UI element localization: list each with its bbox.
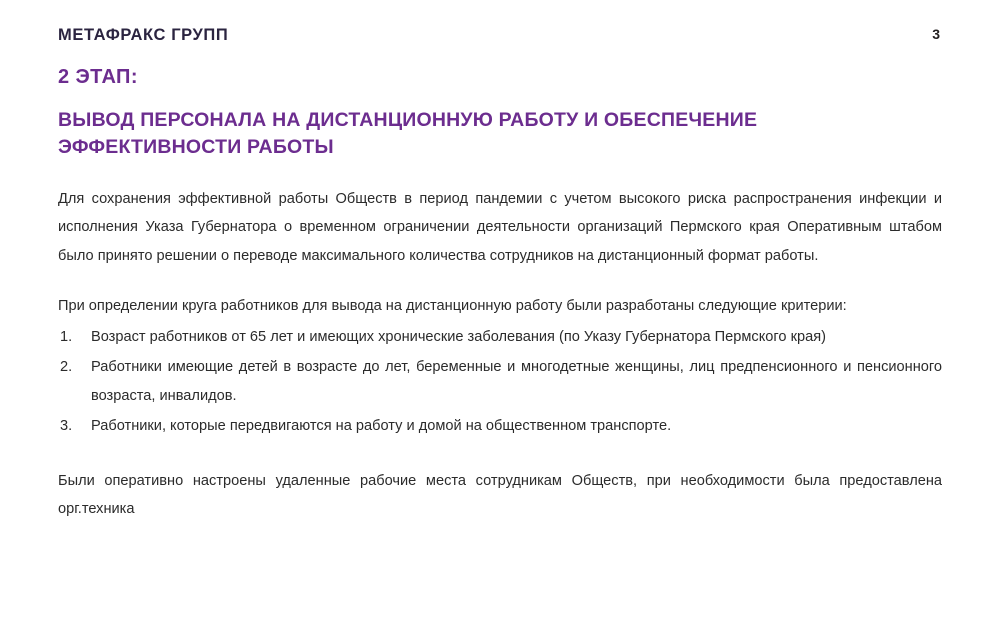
page-title: ВЫВОД ПЕРСОНАЛА НА ДИСТАНЦИОННУЮ РАБОТУ И ОБЕСПЕЧЕНИЕ ЭФФЕКТИВНОСТИ РАБОТЫ <box>58 109 758 159</box>
list-item-marker: 3. <box>60 418 73 435</box>
list-item <box>58 323 942 351</box>
list-item <box>58 412 942 440</box>
list-item-text: Работники, которые передвигаются на работу и домой на общественном транспорте. <box>91 418 672 435</box>
list-item <box>58 353 942 410</box>
paragraph-2: При определении круга работников для вывода на дистанционную работу были разработаны следующие критерии: <box>58 298 847 315</box>
criteria-list <box>58 323 942 441</box>
paragraph-1: Для сохранения эффективной работы Обществ в период пандемии с учетом высокого риска распространения инфекции и исполнения Указа Губернатора о временном ограничении деятельности организаций Пермского края Оперативным штабом было принято решении о переводе максимального количества сотрудников на дистанционный формат работы. <box>58 190 942 264</box>
company-logo-text: МЕТАФРАКС ГРУПП <box>58 26 229 44</box>
stage-heading: 2 ЭТАП: <box>58 66 138 89</box>
slide-header <box>58 26 942 44</box>
paragraph-3: Были оперативно настроены удаленные рабочие места сотрудникам Обществ, при необходимости была предоставлена орг.техника <box>58 472 942 518</box>
list-item-text: Работники имеющие детей в возрасте до лет, беременные и многодетные женщины, лиц предпенсионного и пенсионного возраста, инвалидов. <box>91 359 942 404</box>
list-item-marker: 2. <box>60 359 73 376</box>
list-item-text: Возраст работников от 65 лет и имеющих хронические заболевания (по Указу Губернатора Пермского края) <box>91 328 826 345</box>
page-number: 3 <box>932 26 940 42</box>
list-item-marker: 1. <box>60 328 73 345</box>
